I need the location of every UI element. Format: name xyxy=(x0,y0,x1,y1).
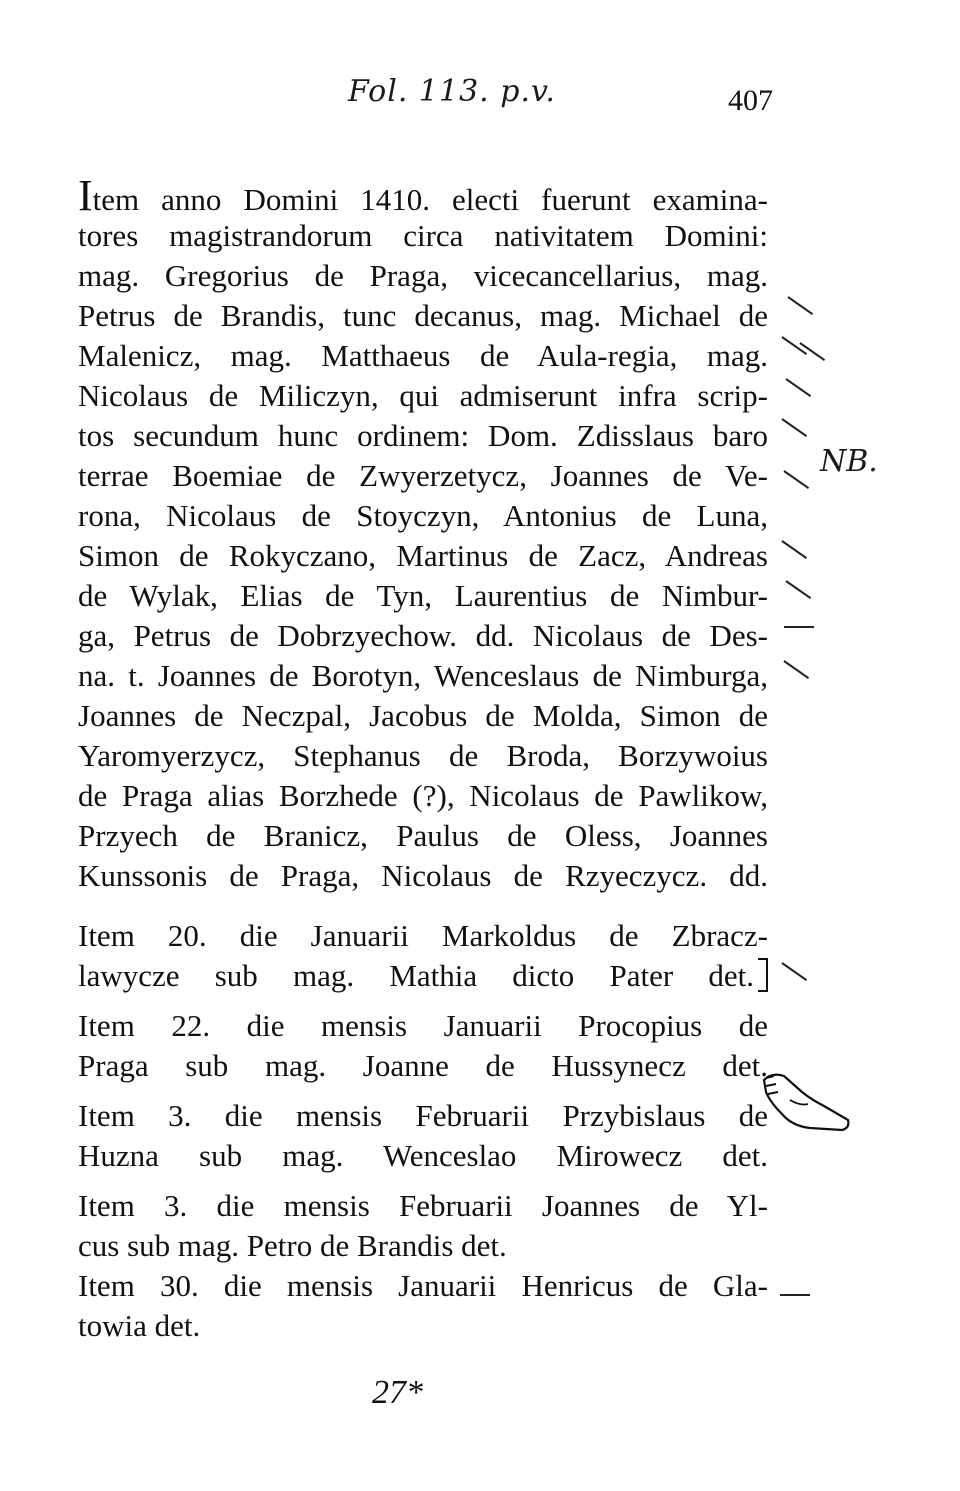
text-line: Item 3. die mensis Februarii Joannes de Yl- xyxy=(78,1188,768,1223)
text-line: Kunssonis de Praga, Nicolaus de Rzyeczycz. dd. xyxy=(78,858,768,893)
margin-tick xyxy=(781,418,807,437)
text-line: Joannes de Neczpal, Jacobus de Molda, Simon de xyxy=(78,698,768,733)
signature-mark: 27* xyxy=(372,1374,423,1411)
text-line: Item 3. die mensis Februarii Przybislaus de xyxy=(78,1098,768,1133)
text-line: Huzna sub mag. Wenceslao Mirowecz det. xyxy=(78,1138,768,1173)
text-line: Praga sub mag. Joanne de Hussynecz det. xyxy=(78,1048,768,1083)
text-line: Petrus de Brandis, tunc decanus, mag. Michael de xyxy=(78,298,768,333)
text-line: ga, Petrus de Dobrzyechow. dd. Nicolaus de Des- xyxy=(78,618,768,653)
text-line: Item anno Domini 1410. electi fuerunt examina- xyxy=(78,171,768,220)
page-number: 407 xyxy=(728,84,773,117)
bracket-mark xyxy=(758,958,768,992)
text-line: Malenicz, mag. Matthaeus de Aula-regia, mag. xyxy=(78,338,768,373)
text-line: na. t. Joannes de Borotyn, Wenceslaus de Nimburga, xyxy=(78,658,768,693)
margin-tick xyxy=(785,580,811,599)
text-line xyxy=(78,958,768,994)
text-line: cus sub mag. Petro de Brandis det. xyxy=(78,1228,507,1263)
text-line: mag. Gregorius de Praga, vicecancellarius, mag. xyxy=(78,258,768,293)
text-line: tos secundum hunc ordinem: Dom. Zdisslaus baro xyxy=(78,418,768,453)
margin-tick xyxy=(783,660,809,679)
text-line: Item 22. die mensis Januarii Procopius de xyxy=(78,1008,768,1043)
folio-annotation: Fol. 113. p.v. xyxy=(348,74,556,109)
pointing-hand-icon xyxy=(762,1070,852,1140)
text-line: tores magistrandorum circa nativitatem Domini: xyxy=(78,218,768,253)
text-line: Item 20. die Januarii Markoldus de Zbracz- xyxy=(78,918,768,953)
margin-tick xyxy=(787,296,813,315)
text-line: de Wylak, Elias de Tyn, Laurentius de Nimbur- xyxy=(78,578,768,613)
margin-tick xyxy=(783,470,809,489)
margin-tick xyxy=(784,626,814,628)
text-line: Yaromyerzycz, Stephanus de Broda, Borzywoius xyxy=(78,738,768,773)
margin-tick xyxy=(780,1294,810,1296)
text-line: Przyech de Branicz, Paulus de Oless, Joannes xyxy=(78,818,768,853)
margin-sigla: NB. xyxy=(820,444,878,479)
text-line: rona, Nicolaus de Stoyczyn, Antonius de Luna, xyxy=(78,498,768,533)
margin-tick xyxy=(781,540,807,559)
text-line: Nicolaus de Miliczyn, qui admiserunt infra scrip- xyxy=(78,378,768,413)
text-line: terrae Boemiae de Zwyerzetycz, Joannes de Ve- xyxy=(78,458,768,493)
text-line: de Praga alias Borzhede (?), Nicolaus de Pawlikow, xyxy=(78,778,768,813)
text-line: Simon de Rokyczano, Martinus de Zacz, Andreas xyxy=(78,538,768,573)
margin-tick xyxy=(785,378,811,397)
margin-marks xyxy=(780,0,900,1491)
text-line: Item 30. die mensis Januarii Henricus de Gla- xyxy=(78,1268,768,1303)
margin-tick xyxy=(781,962,807,981)
text-line: towia det. xyxy=(78,1308,201,1343)
entry-text: lawycze sub mag. Mathia dicto Pater det. xyxy=(78,958,754,993)
